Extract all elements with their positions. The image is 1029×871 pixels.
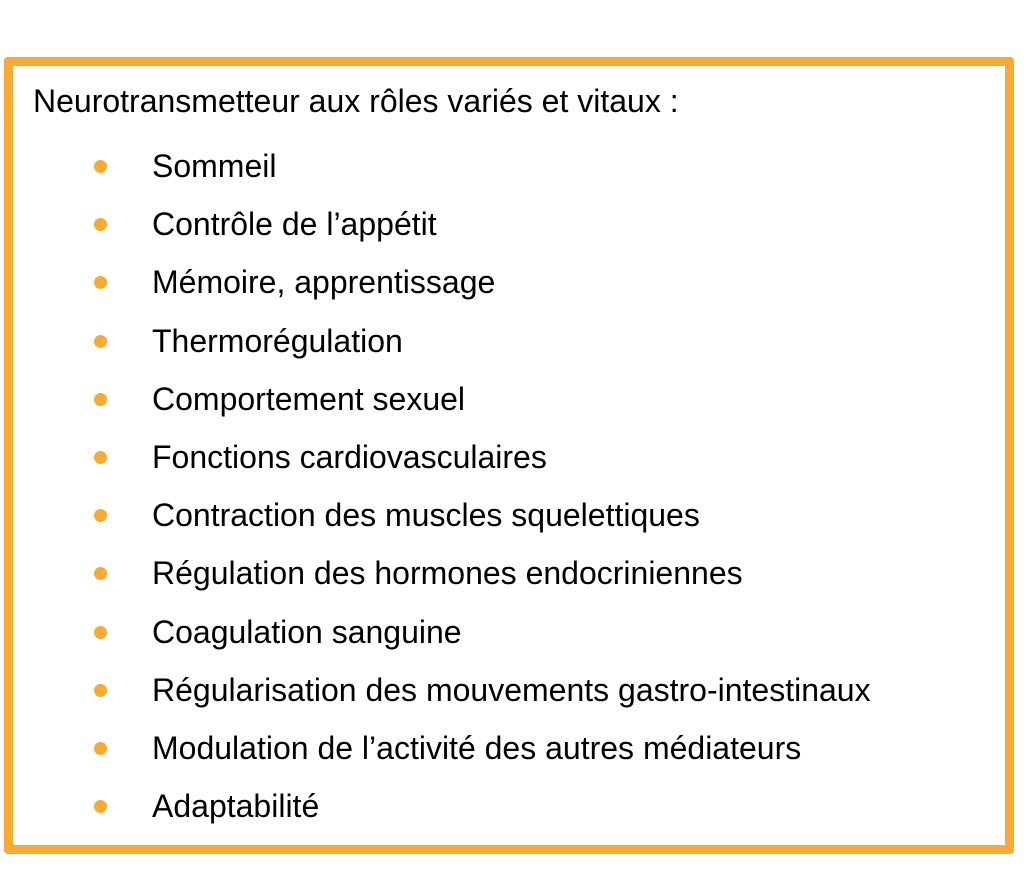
bullet-dot-icon: [94, 626, 107, 639]
list-item-label: Régulation des hormones endocriniennes: [152, 555, 743, 592]
bullet-dot-icon: [94, 800, 107, 813]
list-item-label: Sommeil: [152, 148, 277, 184]
bullet-dot-icon: [94, 335, 107, 348]
bullet-dot-icon: [94, 451, 107, 464]
list-item-label: Régularisation des mouvements gastro-intestinaux: [152, 671, 871, 708]
list-item-label: Comportement sexuel: [152, 380, 466, 417]
bullet-dot-icon: [94, 393, 107, 406]
list-item-label: Fonctions cardiovasculaires: [152, 438, 547, 475]
list-heading: Neurotransmetteur aux rôles variés et vitaux :: [33, 83, 679, 119]
bullet-dot-icon: [94, 684, 107, 697]
list-item-label: Contrôle de l’appétit: [152, 206, 437, 243]
list-item-label: Coagulation sanguine: [152, 613, 462, 650]
list-item-label: Adaptabilité: [152, 788, 320, 825]
list-item-label: Modulation de l’activité des autres médiateurs: [152, 729, 802, 766]
list-item-label: Mémoire, apprentissage: [152, 264, 496, 301]
bullet-dot-icon: [94, 742, 107, 755]
list-item-label: Contraction des muscles squelettiques: [152, 497, 700, 534]
bullet-dot-icon: [94, 160, 107, 173]
list-item-label: Thermorégulation: [152, 322, 403, 359]
